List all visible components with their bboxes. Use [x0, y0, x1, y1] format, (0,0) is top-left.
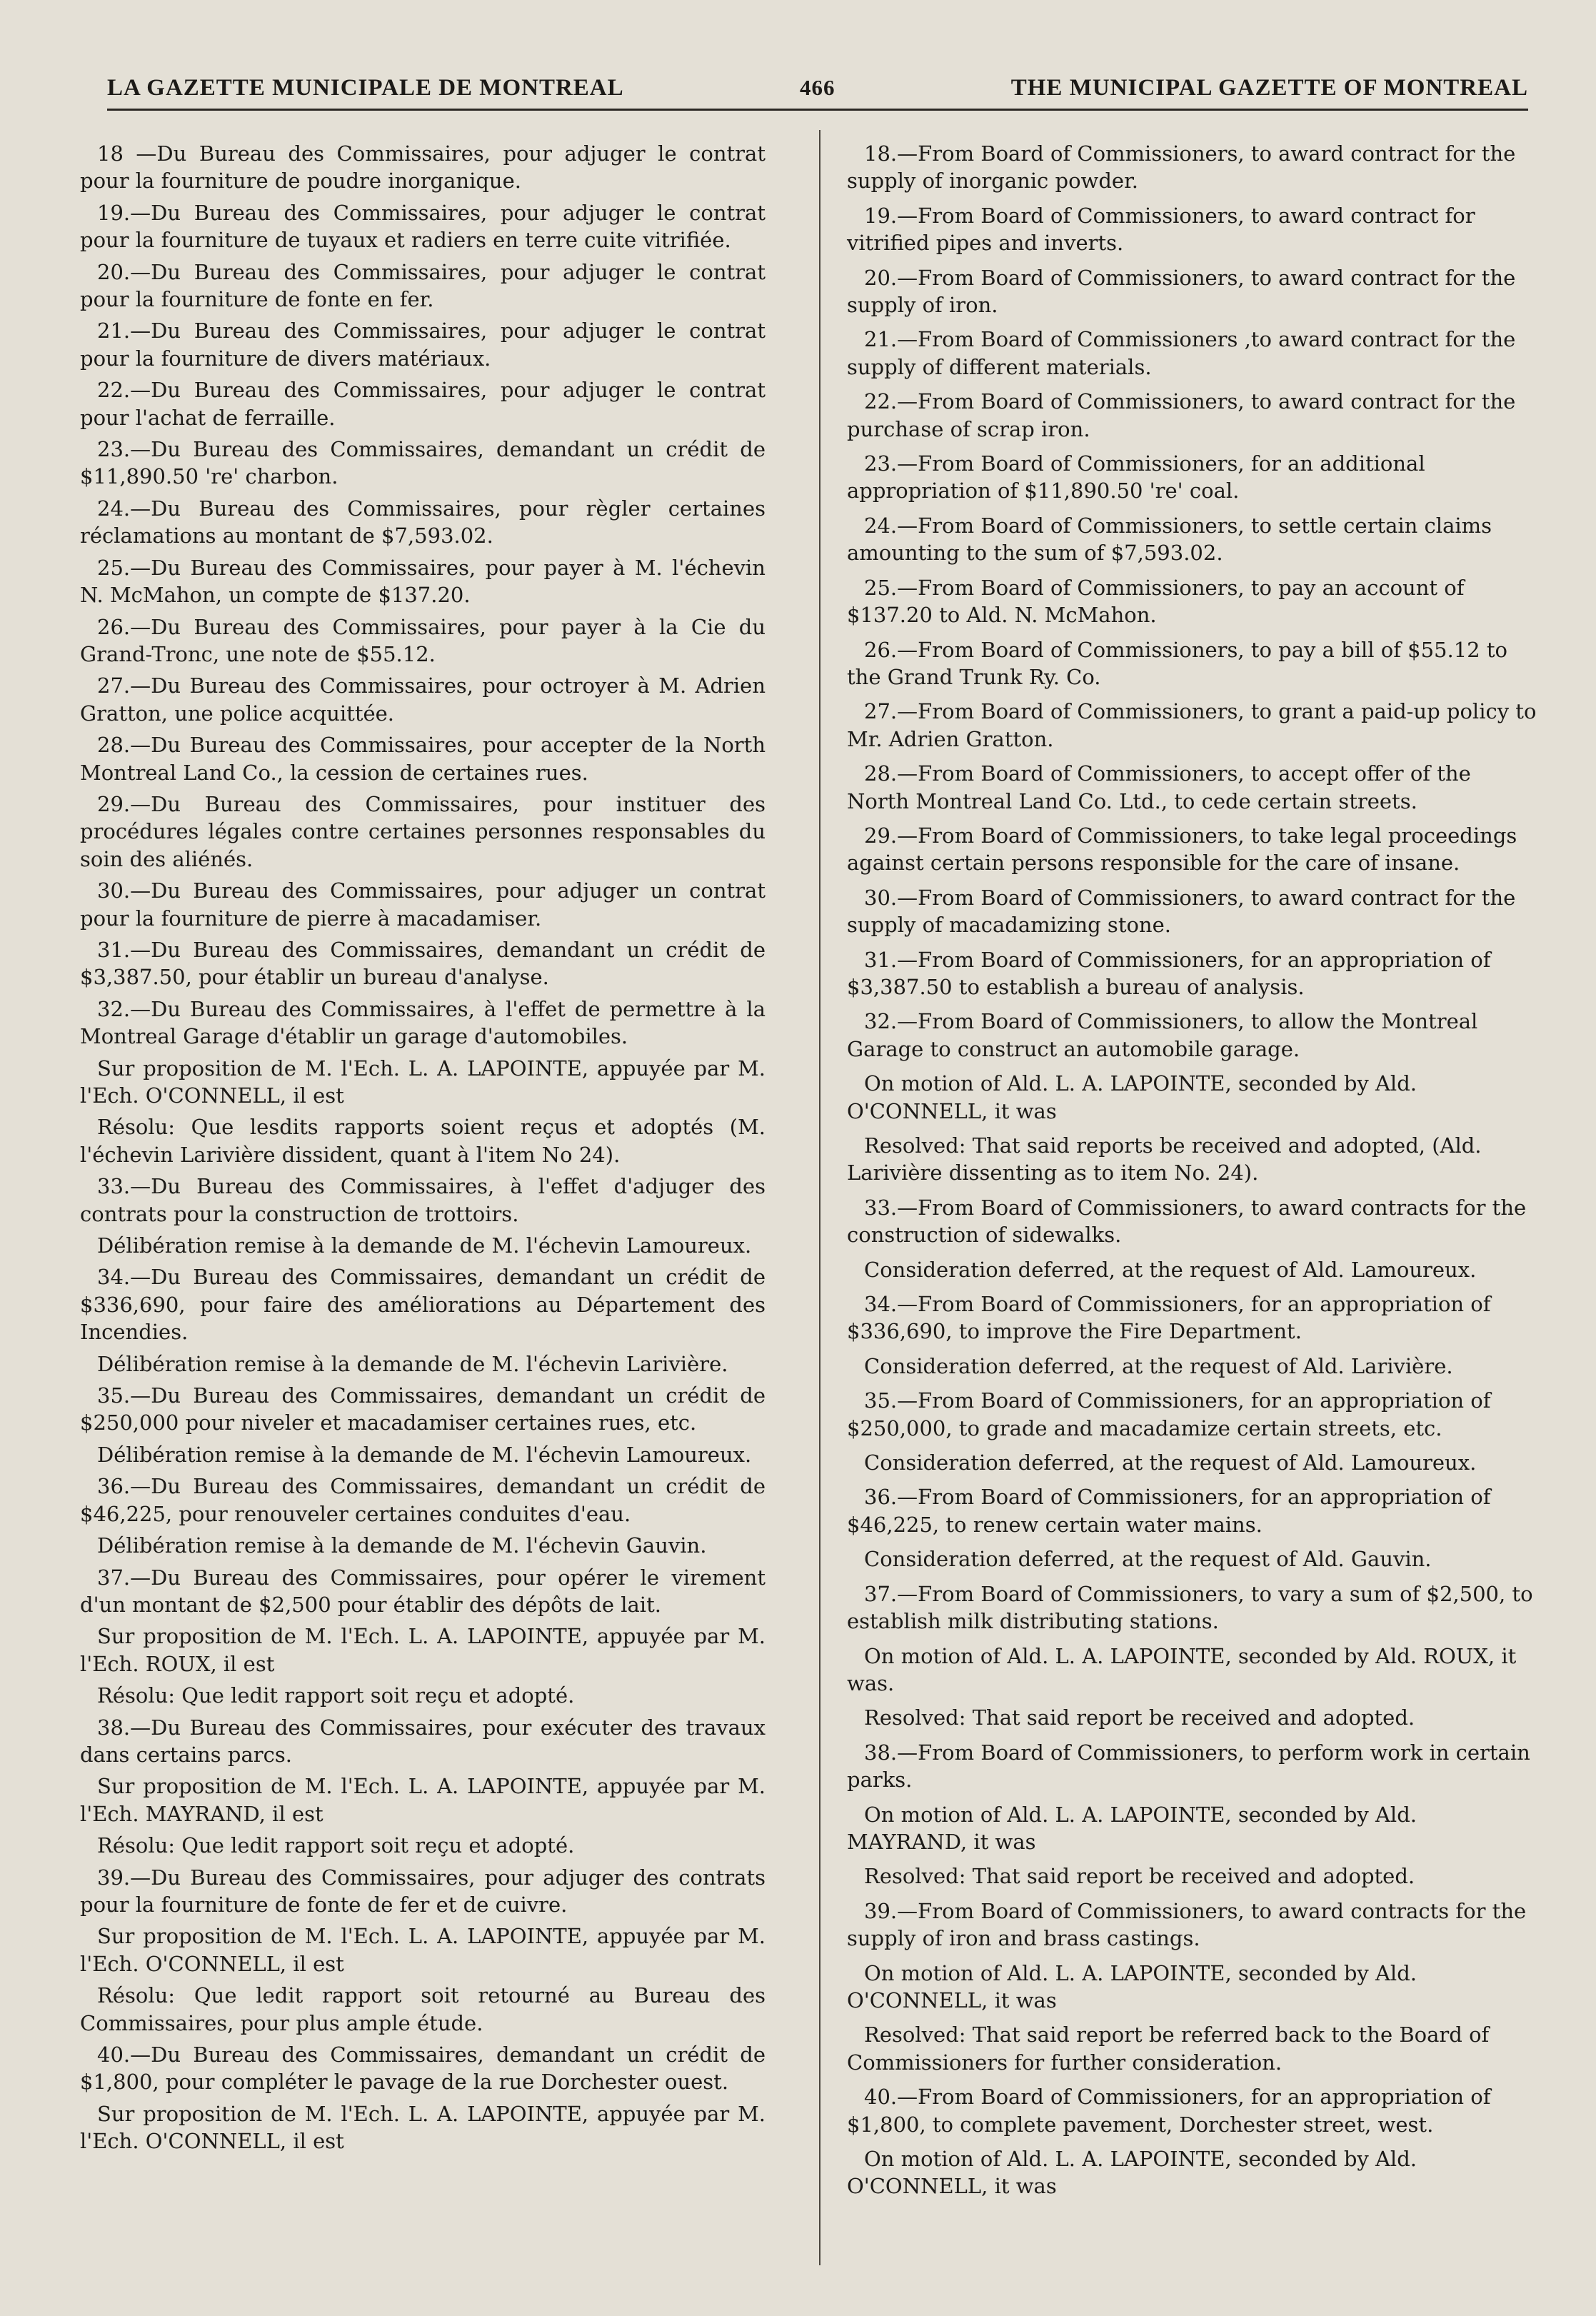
- paragraph: On motion of Ald. L. A. LAPOINTE, seconded by Ald. O'CONNELL, it was: [847, 1960, 1417, 2012]
- paragraph: 25.—From Board of Commissioners, to pay an account of $137.20 to Ald. N. McMahon.: [847, 575, 1465, 628]
- paragraph: Consideration deferred, at the request of Ald. Lamoureux.: [864, 1257, 1477, 1282]
- paragraph: On motion of Ald. L. A. LAPOINTE, seconded by Ald. ROUX, it was.: [847, 1643, 1517, 1695]
- paragraph: 39.—From Board of Commissioners, to award contracts for the supply of iron and brass castings.: [847, 1898, 1527, 1951]
- paragraph: Résolu: Que ledit rapport soit retourné au Bureau des Commissaires, pour plus ample étude.: [80, 1983, 766, 2035]
- french-column: [80, 140, 766, 2160]
- paragraph: 30.—From Board of Commissioners, to award contract for the supply of macadamizing stone.: [847, 885, 1516, 938]
- paragraph: Délibération remise à la demande de M. l'échevin Larivière.: [97, 1351, 728, 1376]
- paragraph: 33.—Du Bureau des Commissaires, à l'effet d'adjuger des contrats pour la construction de trottoirs.: [80, 1174, 766, 1226]
- paragraph: On motion of Ald. L. A. LAPOINTE, seconded by Ald. O'CONNELL, it was: [847, 2147, 1417, 2199]
- paragraph: 29.—Du Bureau des Commissaires, pour instituer des procédures légales contre certaines personnes responsables du soin des aliénés.: [80, 791, 766, 871]
- paragraph: On motion of Ald. L. A. LAPOINTE, seconded by Ald. O'CONNELL, it was: [847, 1071, 1417, 1123]
- paragraph: 37.—From Board of Commissioners, to vary a sum of $2,500, to establish milk distributing stations.: [847, 1581, 1533, 1634]
- paragraph: 32.—From Board of Commissioners, to allow the Montreal Garage to construct an automobile garage.: [847, 1009, 1478, 1061]
- paragraph: 21.—From Board of Commissioners ,to award contract for the supply of different materials.: [847, 327, 1516, 379]
- paragraph: 30.—Du Bureau des Commissaires, pour adjuger un contrat pour la fourniture de pierre à macadamiser.: [80, 878, 766, 931]
- paragraph: Resolved: That said report be received and adopted.: [864, 1864, 1415, 1889]
- page-header: [107, 70, 1528, 106]
- paragraph: 31.—From Board of Commissioners, for an appropriation of $3,387.50 to establish a bureau of analysis.: [847, 947, 1491, 999]
- paragraph: Résolu: Que ledit rapport soit reçu et adopté.: [97, 1683, 575, 1708]
- paragraph: 38.—Du Bureau des Commissaires, pour exécuter des travaux dans certains parcs.: [80, 1715, 766, 1767]
- paragraph: Sur proposition de M. l'Ech. L. A. LAPOINTE, appuyée par M. l'Ech. ROUX, il est: [80, 1624, 766, 1676]
- paragraph: 29.—From Board of Commissioners, to take legal proceedings against certain persons responsible for the care of insane.: [847, 823, 1517, 876]
- paragraph: 19.—Du Bureau des Commissaires, pour adjuger le contrat pour la fourniture de tuyaux et radiers en terre cuite vitrifiée.: [80, 200, 766, 253]
- paragraph: 40.—From Board of Commissioners, for an appropriation of $1,800, to complete pavement, Dorchester street, west.: [847, 2085, 1491, 2137]
- paragraph: Resolved: That said report be received and adopted.: [864, 1705, 1415, 1730]
- paragraph: Délibération remise à la demande de M. l'échevin Lamoureux.: [97, 1442, 752, 1467]
- paragraph: 40.—Du Bureau des Commissaires, demandant un crédit de $1,800, pour compléter le pavage de la rue Dorchester ouest.: [80, 2042, 766, 2095]
- paragraph: Résolu: Que ledit rapport soit reçu et adopté.: [97, 1833, 575, 1858]
- paragraph: 36.—From Board of Commissioners, for an appropriation of $46,225, to renew certain water mains.: [847, 1485, 1491, 1537]
- paragraph: 33.—From Board of Commissioners, to award contracts for the construction of sidewalks.: [847, 1195, 1527, 1248]
- paragraph: 18 —Du Bureau des Commissaires, pour adjuger le contrat pour la fourniture de poudre inorganique.: [80, 141, 766, 194]
- paragraph: 21.—Du Bureau des Commissaires, pour adjuger le contrat pour la fourniture de divers matériaux.: [80, 319, 766, 371]
- paragraph: 22.—From Board of Commissioners, to award contract for the purchase of scrap iron.: [847, 389, 1516, 441]
- paragraph: Consideration deferred, at the request of Ald. Larivière.: [864, 1353, 1453, 1378]
- paragraph: Sur proposition de M. l'Ech. L. A. LAPOINTE, appuyée par M. l'Ech. O'CONNELL, il est: [80, 1924, 766, 1976]
- paragraph: 32.—Du Bureau des Commissaires, à l'effet de permettre à la Montreal Garage d'établir un garage d'automobiles.: [80, 996, 766, 1049]
- paragraph: Resolved: That said report be referred back to the Board of Commissioners for further consideration.: [847, 2022, 1490, 2075]
- paragraph: 34.—From Board of Commissioners, for an appropriation of $336,690, to improve the Fire Department.: [847, 1292, 1491, 1344]
- english-column: [847, 140, 1537, 2207]
- paragraph: 25.—Du Bureau des Commissaires, pour payer à M. l'échevin N. McMahon, un compte de $137.20.: [80, 555, 766, 608]
- paragraph: 28.—Du Bureau des Commissaires, pour accepter de la North Montreal Land Co., la cession de certaines rues.: [80, 733, 766, 785]
- paragraph: Sur proposition de M. l'Ech. L. A. LAPOINTE, appuyée par M. l'Ech. O'CONNELL, il est: [80, 1056, 766, 1108]
- paragraph: 26.—Du Bureau des Commissaires, pour payer à la Cie du Grand-Tronc, une note de $55.12.: [80, 614, 766, 666]
- page-number: 466: [799, 75, 835, 100]
- paragraph: 27.—From Board of Commissioners, to grant a paid-up policy to Mr. Adrien Gratton.: [847, 699, 1537, 751]
- paragraph: 22.—Du Bureau des Commissaires, pour adjuger le contrat pour l'achat de ferraille.: [80, 378, 766, 430]
- paragraph: Délibération remise à la demande de M. l'échevin Gauvin.: [97, 1533, 707, 1558]
- paragraph: 37.—Du Bureau des Commissaires, pour opérer le virement d'un montant de $2,500 pour établir des dépôts de lait.: [80, 1565, 766, 1617]
- paragraph: Resolved: That said reports be received and adopted, (Ald. Larivière dissenting as to item No. 24).: [847, 1133, 1482, 1185]
- paragraph: Sur proposition de M. l'Ech. L. A. LAPOINTE, appuyée par M. l'Ech. O'CONNELL, il est: [80, 2101, 766, 2154]
- paragraph: 24.—From Board of Commissioners, to settle certain claims amounting to the sum of $7,593.02.: [847, 513, 1492, 566]
- paragraph: Délibération remise à la demande de M. l'échevin Lamoureux.: [97, 1233, 752, 1258]
- paragraph: 27.—Du Bureau des Commissaires, pour octroyer à M. Adrien Gratton, une police acquittée.: [80, 673, 766, 726]
- paragraph: On motion of Ald. L. A. LAPOINTE, seconded by Ald. MAYRAND, it was: [847, 1802, 1417, 1854]
- paragraph: 20.—From Board of Commissioners, to award contract for the supply of iron.: [847, 265, 1516, 318]
- paragraph: 34.—Du Bureau des Commissaires, demandant un crédit de $336,690, pour faire des améliorations au Département des Incendies.: [80, 1265, 766, 1345]
- header-title-french: LA GAZETTE MUNICIPALE DE MONTREAL: [107, 74, 624, 101]
- paragraph: Résolu: Que lesdits rapports soient reçus et adoptés (M. l'échevin Larivière dissident, quant à l'item No 24).: [80, 1115, 766, 1167]
- column-divider: [819, 130, 820, 2265]
- paragraph: 18.—From Board of Commissioners, to award contract for the supply of inorganic powder.: [847, 141, 1516, 194]
- paragraph: 31.—Du Bureau des Commissaires, demandant un crédit de $3,387.50, pour établir un bureau d'analyse.: [80, 937, 766, 990]
- paragraph: 20.—Du Bureau des Commissaires, pour adjuger le contrat pour la fourniture de fonte en fer.: [80, 259, 766, 312]
- paragraph: 23.—Du Bureau des Commissaires, demandant un crédit de $11,890.50 're' charbon.: [80, 437, 766, 489]
- paragraph: 19.—From Board of Commissioners, to award contract for vitrified pipes and inverts.: [847, 203, 1475, 256]
- paragraph: 35.—Du Bureau des Commissaires, demandant un crédit de $250,000 pour niveler et macadamiser certaines rues, etc.: [80, 1383, 766, 1435]
- header-title-english: THE MUNICIPAL GAZETTE OF MONTREAL: [1010, 74, 1528, 101]
- paragraph: Consideration deferred, at the request of Ald. Lamoureux.: [864, 1450, 1477, 1475]
- paragraph: Sur proposition de M. l'Ech. L. A. LAPOINTE, appuyée par M. l'Ech. MAYRAND, il est: [80, 1774, 766, 1826]
- paragraph: Consideration deferred, at the request of Ald. Gauvin.: [864, 1547, 1432, 1572]
- header-rule: [107, 109, 1528, 111]
- paragraph: 39.—Du Bureau des Commissaires, pour adjuger des contrats pour la fourniture de fonte de fer et de cuivre.: [80, 1865, 766, 1917]
- paragraph: 38.—From Board of Commissioners, to perform work in certain parks.: [847, 1740, 1530, 1793]
- paragraph: 26.—From Board of Commissioners, to pay a bill of $55.12 to the Grand Trunk Ry. Co.: [847, 637, 1507, 689]
- paragraph: 35.—From Board of Commissioners, for an appropriation of $250,000, to grade and macadamize certain streets, etc.: [847, 1388, 1491, 1440]
- paragraph: 36.—Du Bureau des Commissaires, demandant un crédit de $46,225, pour renouveler certaines conduites d'eau.: [80, 1474, 766, 1526]
- paragraph: 24.—Du Bureau des Commissaires, pour règler certaines réclamations au montant de $7,593.02.: [80, 496, 766, 548]
- paragraph: 28.—From Board of Commissioners, to accept offer of the North Montreal Land Co. Ltd., to cede certain streets.: [847, 761, 1471, 813]
- paragraph: 23.—From Board of Commissioners, for an additional appropriation of $11,890.50 're' coal.: [847, 451, 1425, 503]
